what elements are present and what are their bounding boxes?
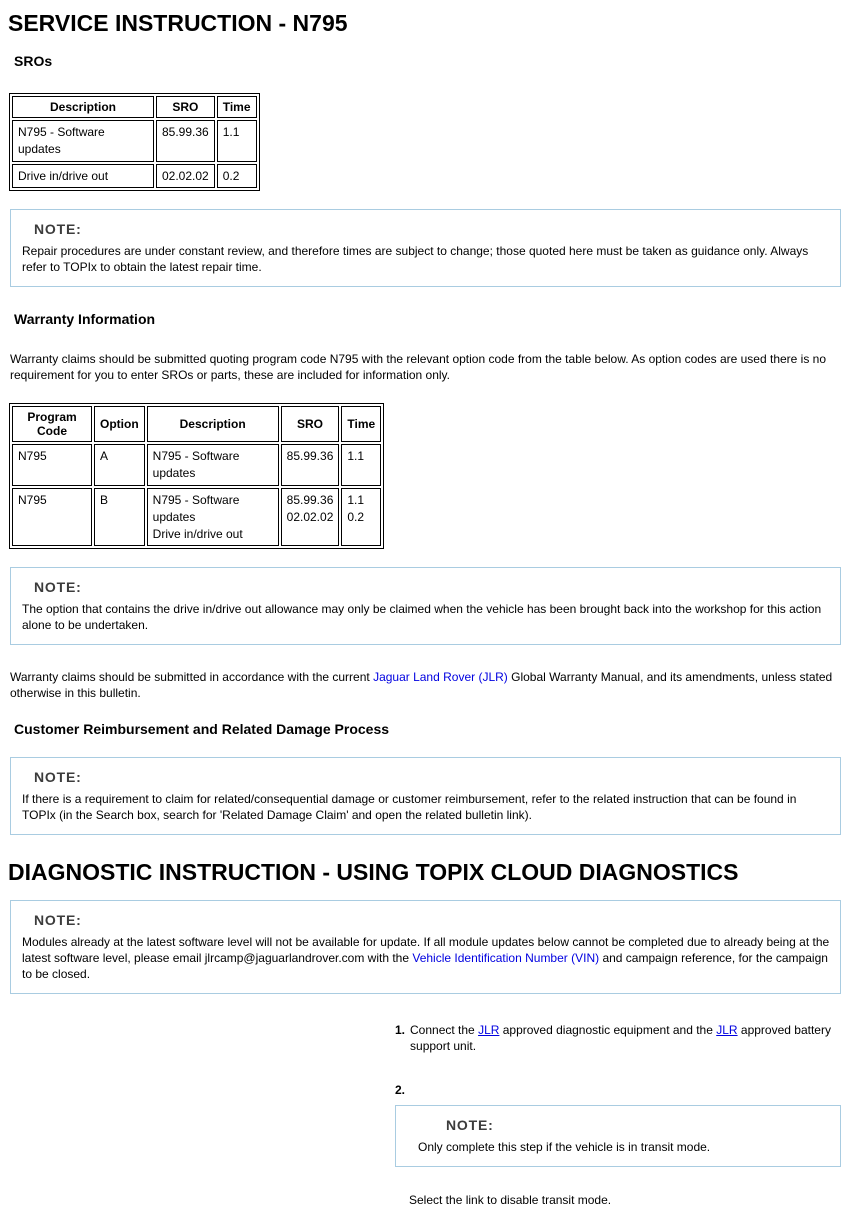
note-label: NOTE: <box>34 769 82 786</box>
warranty-table-header-option: Option <box>94 406 145 442</box>
diagnostic-title: DIAGNOSTIC INSTRUCTION - USING TOPIX CLOUD DIAGNOSTICS <box>8 859 739 886</box>
step-2-instruction: Select the link to disable transit mode. <box>409 1193 612 1207</box>
sro-cell-sro: 85.99.36 <box>156 120 215 162</box>
step-number: 2. <box>395 1083 406 1098</box>
page-title: SERVICE INSTRUCTION - N795 <box>8 10 348 36</box>
note-text: Repair procedures are under constant review, and therefore times are subject to change; those quoted here must be taken as guidance only. Always refer to TOPIx to obtain the latest repair time. <box>22 244 809 275</box>
jlr-warranty-manual-link[interactable]: Jaguar Land Rover (JLR) <box>373 670 508 685</box>
note-label: NOTE: <box>34 579 82 596</box>
warranty-table-header-time: Time <box>341 406 381 442</box>
warranty-cell-code: N795 <box>12 444 92 486</box>
warranty-manual-text-pre: Warranty claims should be submitted in accordance with the current <box>10 670 374 685</box>
note-text: If there is a requirement to claim for related/consequential damage or customer reimbursement, refer to the related instruction that can be found in TOPIx (in the Search box, search for 'Related Damage Claim' and open the related bulletin link). <box>22 792 797 823</box>
note-label: NOTE: <box>34 912 82 929</box>
sro-cell-description: N795 - Software updates <box>12 120 154 162</box>
note-text: Only complete this step if the vehicle is in transit mode. <box>418 1140 711 1155</box>
note-box-transit-mode <box>395 1105 841 1167</box>
warranty-cell-sro: 85.99.36 02.02.02 <box>281 488 340 546</box>
warranty-cell-description: N795 - Software updates Drive in/drive out <box>147 488 279 546</box>
table-row <box>12 120 257 162</box>
table-row <box>12 488 381 546</box>
vin-link[interactable]: Vehicle Identification Number (VIN) <box>412 950 600 965</box>
sro-table-header-sro: SRO <box>156 96 215 118</box>
jlr-link-2[interactable]: JLR <box>716 1022 738 1037</box>
sro-table-header-time: Time <box>217 96 257 118</box>
warranty-cell-time: 1.1 0.2 <box>341 488 381 546</box>
warranty-table-header-description: Description <box>147 406 279 442</box>
sro-cell-sro: 02.02.02 <box>156 164 215 189</box>
note-text: The option that contains the drive in/drive out allowance may only be claimed when the vehicle has been brought back into the workshop for this action alone to be undertaken. <box>22 602 822 633</box>
section-heading-customer-reimbursement: Customer Reimbursement and Related Damage Process <box>14 721 390 738</box>
warranty-intro-paragraph: Warranty claims should be submitted quoting program code N795 with the relevant option code from the table below. As option codes are used there is no requirement for you to enter SROs or parts, these are included for information only. <box>10 352 827 383</box>
warranty-cell-option: B <box>94 488 145 546</box>
section-heading-warranty: Warranty Information <box>14 311 156 328</box>
note-box-drive-in-out <box>10 567 841 645</box>
modules-text-pre: Modules already at the latest software level will not be available for update. If all module updates below cannot be completed due to already being at the latest software level, please email jlrcamp@jaguarlandrover.com with the <box>22 935 830 965</box>
warranty-table-header-sro: SRO <box>281 406 340 442</box>
sro-cell-time: 0.2 <box>217 164 257 189</box>
sro-table-header-row <box>12 96 257 118</box>
step-text: Connect the JLR approved diagnostic equipment and the JLR approved battery support unit. <box>410 1022 831 1054</box>
note-label: NOTE: <box>446 1117 494 1134</box>
warranty-cell-sro: 85.99.36 <box>281 444 340 486</box>
procedure-steps <box>395 1022 841 1209</box>
modules-text-post: and campaign reference, for the campaign to be closed. <box>22 950 828 981</box>
note-box-related-damage <box>10 757 841 835</box>
jlr-link-1[interactable]: JLR <box>478 1022 500 1037</box>
warranty-cell-code: N795 <box>12 488 92 546</box>
warranty-table-header-program-code: Program Code <box>12 406 92 442</box>
note-box-repair-times <box>10 209 841 287</box>
warranty-cell-description: N795 - Software updates <box>147 444 279 486</box>
warranty-table-header-row <box>12 406 381 442</box>
step-2 <box>395 1083 841 1208</box>
sro-table <box>9 93 260 191</box>
note-box-modules <box>10 900 841 993</box>
warranty-table <box>9 403 384 549</box>
warranty-manual-text-post: Global Warranty Manual, and its amendments, unless stated otherwise in this bulletin. <box>10 670 833 701</box>
step-number: 1. <box>395 1022 406 1037</box>
sro-cell-time: 1.1 <box>217 120 257 162</box>
section-heading-sros: SROs <box>14 53 53 69</box>
warranty-cell-time: 1.1 <box>341 444 381 486</box>
table-row <box>12 444 381 486</box>
warranty-manual-paragraph <box>10 669 841 701</box>
note-text <box>22 935 830 982</box>
sro-table-header-description: Description <box>12 96 154 118</box>
step-1 <box>395 1022 841 1056</box>
note-label: NOTE: <box>34 221 82 238</box>
table-row <box>12 164 257 189</box>
warranty-cell-option: A <box>94 444 145 486</box>
sro-cell-description: Drive in/drive out <box>12 164 154 189</box>
